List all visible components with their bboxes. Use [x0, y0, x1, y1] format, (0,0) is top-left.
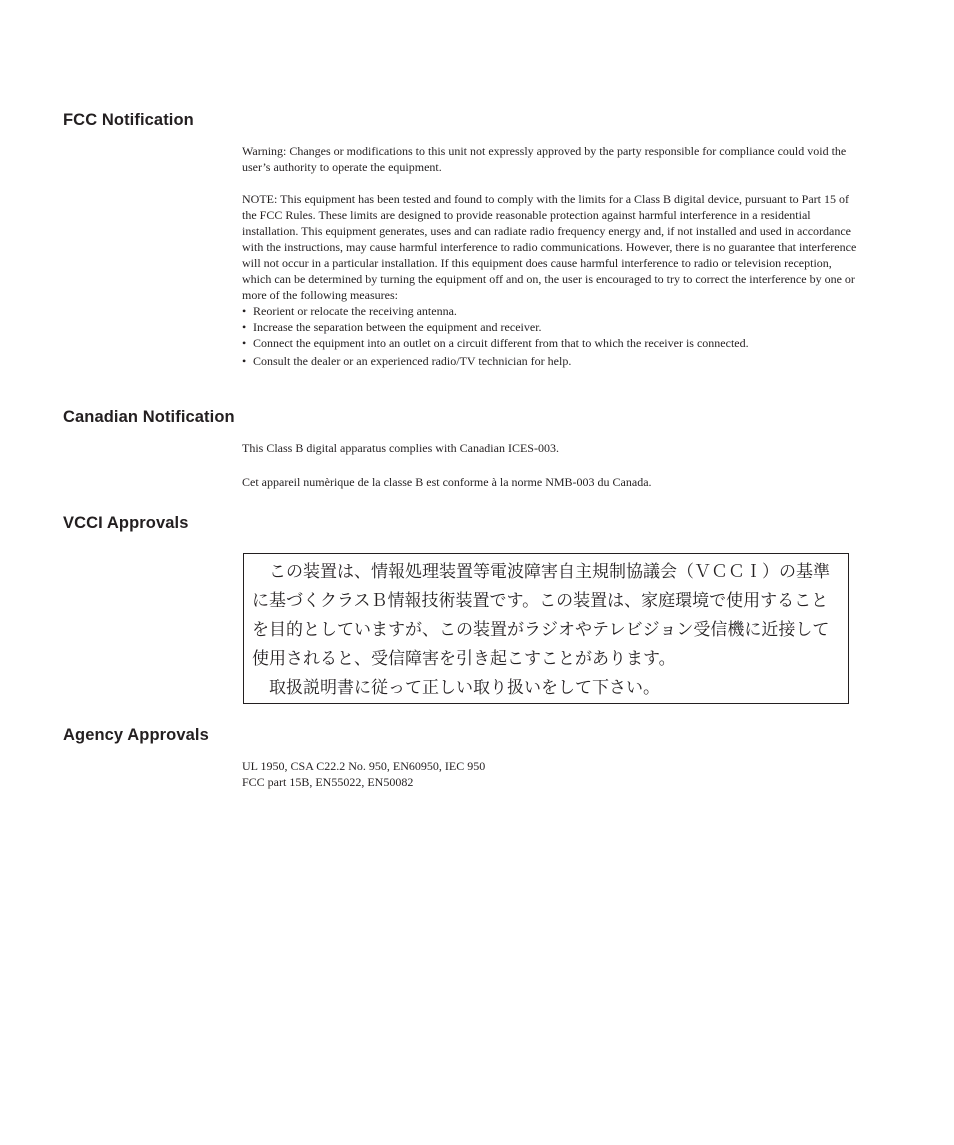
list-item: • Consult the dealer or an experienced radio/TV technician for help. [242, 353, 862, 369]
vcci-statement-box [243, 553, 849, 704]
agency-approval-line: UL 1950, CSA C22.2 No. 950, EN60950, IEC 950 [242, 759, 486, 773]
fcc-note-text: NOTE: This equipment has been tested and found to comply with the limits for a Class B digital device, pursuant to Part 15 of the FCC Rules. These limits are designed to provide reasonable protection against harmful interference in a residential installation. This equipment generates, uses and can radiate radio frequency energy and, if not installed and used in accordance with the instructions, may cause harmful interference to radio communications. However, there is no guarantee that interference will not occur in a particular installation. If this equipment does cause harmful interference to radio or television reception, which can be determined by turning the equipment off and on, the user is encouraged to try to correct the interference by one or more of the following measures: [242, 192, 857, 302]
agency-approvals-section [242, 758, 862, 790]
list-item: • Increase the separation between the equipment and receiver. [242, 319, 862, 335]
canadian-notification-heading: Canadian Notification [63, 408, 235, 426]
fcc-notification-heading: FCC Notification [63, 111, 194, 129]
vcci-line: に基づくクラスＢ情報技術装置です。この装置は、家庭環境で使用すること [252, 591, 829, 611]
agency-approvals-heading: Agency Approvals [63, 726, 209, 744]
list-item: • Reorient or relocate the receiving antenna. [242, 303, 862, 319]
vcci-approvals-heading: VCCI Approvals [63, 514, 189, 532]
canadian-french-text: Cet appareil numèrique de la classe B est conforme à la norme NMB-003 du Canada. [242, 475, 652, 489]
vcci-line: 使用されると、受信障害を引き起こすことがあります。 [252, 649, 676, 669]
agency-approval-line: FCC part 15B, EN55022, EN50082 [242, 775, 414, 789]
vcci-line: を目的としていますが、この装置がラジオやテレビジョン受信機に近接して [252, 620, 830, 640]
fcc-warning-text: Warning: Changes or modifications to this unit not expressly approved by the party responsible for compliance could void the user’s authority to operate the equipment. [242, 144, 847, 174]
fcc-measures-list [242, 303, 862, 369]
list-item: • Connect the equipment into an outlet on a circuit different from that to which the receiver is connected. [242, 335, 862, 351]
canadian-english-text: This Class B digital apparatus complies with Canadian ICES-003. [242, 441, 559, 455]
fcc-notification-section [242, 143, 862, 369]
vcci-line: この装置は、情報処理装置等電波障害自主規制協議会（ＶＣＣＩ）の基準 [269, 562, 830, 582]
vcci-line: 取扱説明書に従って正しい取り扱いをして下さい。 [269, 678, 660, 698]
canadian-notification-section [242, 440, 862, 490]
